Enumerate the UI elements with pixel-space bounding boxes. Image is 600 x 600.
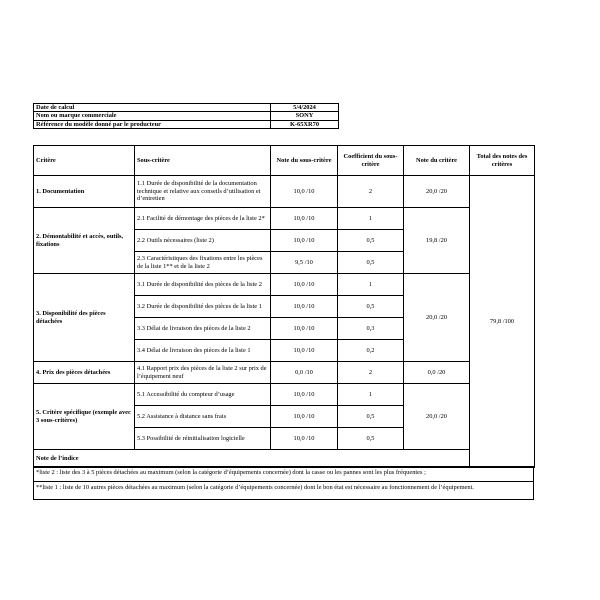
sub-criterion: 2.3 Caractéristiques des fixations entre les pièces de la liste 1** et de la liste 2 xyxy=(135,252,271,274)
criterion-note: 19,8 /20 xyxy=(404,208,470,274)
header-sous-critere: Sous-critère xyxy=(135,146,271,176)
sub-coef: 0,2 xyxy=(338,340,404,362)
header-row xyxy=(34,146,535,176)
sub-coef: 1 xyxy=(338,384,404,406)
sub-criterion: 2.1 Facilité de démontage des pièces de la liste 2* xyxy=(135,208,271,230)
sub-note: 10,0 /10 xyxy=(271,384,338,406)
sub-coef: 0,5 xyxy=(338,230,404,252)
header-note-sous: Note du sous-critère xyxy=(271,146,338,176)
indice-row xyxy=(34,450,535,468)
footnote-liste-1: **liste 1 : liste de 10 autres pièces détachées au maximum (selon la catégorie d’équipements concernée) dont le bon état est nécessaire au fonctionnement de l’équipement. xyxy=(33,482,534,500)
sub-criterion: 5.2 Assistance à distance sans frais xyxy=(135,406,271,428)
sub-criterion: 1.1 Durée de disponibilité de la documentation technique et relative aux conseils d’utilisation et d’entretien xyxy=(135,176,271,208)
header-coef: Coefficient du sous- critère xyxy=(338,146,404,176)
criterion-note: 0,0 /20 xyxy=(404,362,470,384)
sub-note: 10,0 /10 xyxy=(271,340,338,362)
sub-note: 10,0 /10 xyxy=(271,318,338,340)
info-table xyxy=(33,103,339,129)
criterion-name: 4. Prix des pièces détachées xyxy=(34,362,135,384)
sub-criterion: 5.3 Possibilité de réinitialisation logicielle xyxy=(135,428,271,450)
sub-criterion: 3.2 Durée de disponibilité des pièces de la liste 1 xyxy=(135,296,271,318)
criterion-name: 5. Critère spécifique (exemple avec 3 sous-critères) xyxy=(34,384,135,450)
criterion-note: 20,0 /20 xyxy=(404,176,470,208)
info-row xyxy=(34,112,339,120)
criterion-note: 20,0 /20 xyxy=(404,384,470,450)
criterion-name: 1. Documentation xyxy=(34,176,135,208)
sub-coef: 0,5 xyxy=(338,406,404,428)
total-notes: 79,8 /100 xyxy=(470,176,535,468)
sub-coef: 0,3 xyxy=(338,318,404,340)
sub-criterion: 5.1 Accessibilité du compteur d’usage xyxy=(135,384,271,406)
info-row xyxy=(34,120,339,128)
date-value: 5/4/2024 xyxy=(271,104,339,112)
sub-note: 10,0 /10 xyxy=(271,274,338,296)
sub-coef: 0,5 xyxy=(338,252,404,274)
brand-value: SONY xyxy=(271,112,339,120)
sub-note: 10,0 /10 xyxy=(271,406,338,428)
sub-note: 10,0 /10 xyxy=(271,176,338,208)
model-value: K-65XR70 xyxy=(271,120,339,128)
sub-criterion: 2.2 Outils nécessaires (liste 2) xyxy=(135,230,271,252)
header-critere: Critère xyxy=(34,146,135,176)
sub-coef: 1 xyxy=(338,208,404,230)
sub-note: 10,0 /10 xyxy=(271,208,338,230)
sub-criterion: 3.3 Délai de livraison des pièces de la liste 2 xyxy=(135,318,271,340)
table-row xyxy=(34,274,535,296)
sub-coef: 2 xyxy=(338,362,404,384)
table-row xyxy=(34,176,535,208)
criterion-name: 2. Démontabilité et accès, outils, fixations xyxy=(34,208,135,274)
sub-criterion: 3.1 Durée de disponibilité des pièces de la liste 2 xyxy=(135,274,271,296)
table-row xyxy=(34,362,535,384)
sub-coef: 1 xyxy=(338,274,404,296)
sub-note: 9,5 /10 xyxy=(271,252,338,274)
sub-note: 10,0 /10 xyxy=(271,428,338,450)
header-total: Total des notes des critères xyxy=(470,146,535,176)
sub-coef: 2 xyxy=(338,176,404,208)
info-row xyxy=(34,104,339,112)
sub-criterion: 4.1 Rapport prix des pièces de la liste 2 sur prix de l’équipement neuf xyxy=(135,362,271,384)
table-row xyxy=(34,384,535,406)
criterion-note: 20,0 /20 xyxy=(404,274,470,362)
brand-label: Nom ou marque commerciale xyxy=(34,112,271,120)
sub-note: 10,0 /10 xyxy=(271,296,338,318)
header-note-critere: Note du critère xyxy=(404,146,470,176)
table-row xyxy=(34,208,535,230)
criterion-name: 3. Disponibilité des pièces détachées xyxy=(34,274,135,362)
sub-coef: 0,5 xyxy=(338,428,404,450)
footnote-liste-2: *liste 2 : liste des 3 à 5 pièces détachées au maximum (selon la catégorie d’équipements concernée) dont la casse ou les pannes sont les plus fréquentes ; xyxy=(33,466,534,482)
score-table xyxy=(33,145,535,468)
sub-coef: 0,5 xyxy=(338,296,404,318)
date-label: Date de calcul xyxy=(34,104,271,112)
sub-note: 10,0 /10 xyxy=(271,230,338,252)
sub-note: 0,0 /10 xyxy=(271,362,338,384)
indice-label: Note de l’indice xyxy=(34,450,470,468)
sub-criterion: 3.4 Délai de livraison des pièces de la liste 1 xyxy=(135,340,271,362)
model-label: Référence du modèle donné par le producteur xyxy=(34,120,271,128)
